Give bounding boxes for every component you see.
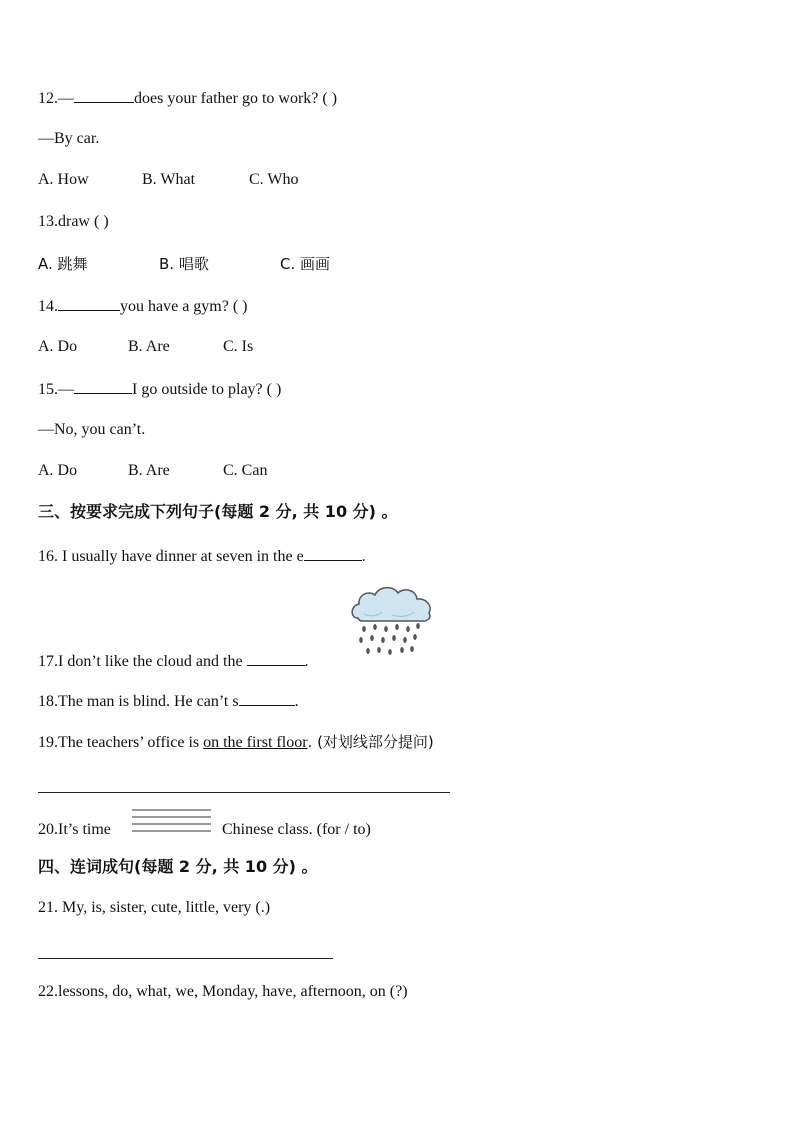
question-16 bbox=[38, 545, 366, 567]
question-17-text: 17.I don’t like the cloud and the bbox=[38, 653, 247, 670]
answer-line[interactable] bbox=[38, 792, 450, 793]
section-4-heading: 四、连词成句(每题 2 分, 共 10 分) 。 bbox=[38, 857, 318, 876]
question-17-end: . bbox=[304, 653, 309, 670]
question-20-prefix: 20.It’s time bbox=[38, 821, 111, 838]
question-12-options bbox=[38, 170, 298, 190]
question-14-prefix: 14. bbox=[38, 298, 58, 315]
answer-blank[interactable] bbox=[247, 650, 305, 666]
question-21: 21. My, is, sister, cute, little, very (.) bbox=[38, 899, 271, 916]
option-b[interactable]: B. Are bbox=[128, 338, 170, 355]
question-15 bbox=[38, 378, 281, 400]
question-16-text: 16. I usually have dinner at seven in the e bbox=[38, 548, 304, 565]
answer-blank[interactable] bbox=[58, 295, 120, 311]
underlined-phrase: on the first floor bbox=[203, 734, 308, 751]
option-a[interactable]: A. Do bbox=[38, 338, 78, 355]
question-20 bbox=[38, 820, 111, 840]
question-15-text: I go outside to play? ( ) bbox=[132, 381, 282, 398]
question-14-text: you have a gym? ( ) bbox=[120, 298, 248, 315]
option-b[interactable]: B. 唱歌 bbox=[159, 255, 209, 273]
option-b[interactable]: B. Are bbox=[128, 462, 170, 479]
question-12-text: does your father go to work? ( ) bbox=[134, 90, 338, 107]
question-12-prefix: 12.— bbox=[38, 90, 74, 107]
question-19-instruction: . (对划线部分提问) bbox=[307, 733, 434, 751]
section-3-heading: 三、按要求完成下列句子(每题 2 分, 共 10 分) 。 bbox=[38, 502, 398, 521]
answer-blank[interactable] bbox=[74, 87, 134, 103]
cloud-shape bbox=[352, 588, 430, 622]
writing-lines-icon[interactable] bbox=[131, 807, 213, 835]
question-22: 22.lessons, do, what, we, Monday, have, afternoon, on (?) bbox=[38, 983, 408, 1000]
question-12 bbox=[38, 87, 337, 109]
option-b[interactable]: B. What bbox=[142, 171, 196, 188]
question-20-text: Chinese class. (for / to) bbox=[222, 821, 371, 838]
question-18-end: . bbox=[294, 693, 299, 710]
question-13-options bbox=[38, 254, 330, 274]
option-c[interactable]: C. 画画 bbox=[280, 255, 331, 273]
rain-cloud-icon bbox=[348, 582, 438, 662]
option-a[interactable]: A. Do bbox=[38, 462, 78, 479]
question-14-options bbox=[38, 337, 253, 357]
question-14 bbox=[38, 295, 248, 317]
question-13: 13.draw ( ) bbox=[38, 213, 109, 230]
question-19-text: 19.The teachers’ office is bbox=[38, 734, 204, 751]
option-c[interactable]: C. Who bbox=[249, 171, 299, 188]
question-16-end: . bbox=[361, 548, 366, 565]
option-c[interactable]: C. Can bbox=[223, 462, 268, 479]
question-17 bbox=[38, 650, 309, 672]
answer-blank[interactable] bbox=[239, 690, 295, 706]
option-c[interactable]: C. Is bbox=[223, 338, 254, 355]
question-15-prefix: 15.— bbox=[38, 381, 74, 398]
question-19 bbox=[38, 732, 434, 753]
option-a[interactable]: A. How bbox=[38, 171, 89, 188]
question-12-reply: —By car. bbox=[38, 130, 100, 147]
answer-blank[interactable] bbox=[304, 545, 362, 561]
raindrops bbox=[359, 623, 420, 655]
question-15-reply: —No, you can’t. bbox=[38, 421, 146, 438]
answer-blank[interactable] bbox=[74, 378, 132, 394]
option-a[interactable]: A. 跳舞 bbox=[38, 255, 88, 273]
question-18 bbox=[38, 690, 299, 712]
question-18-text: 18.The man is blind. He can’t s bbox=[38, 693, 239, 710]
question-15-options bbox=[38, 461, 267, 481]
answer-line[interactable] bbox=[38, 958, 333, 959]
